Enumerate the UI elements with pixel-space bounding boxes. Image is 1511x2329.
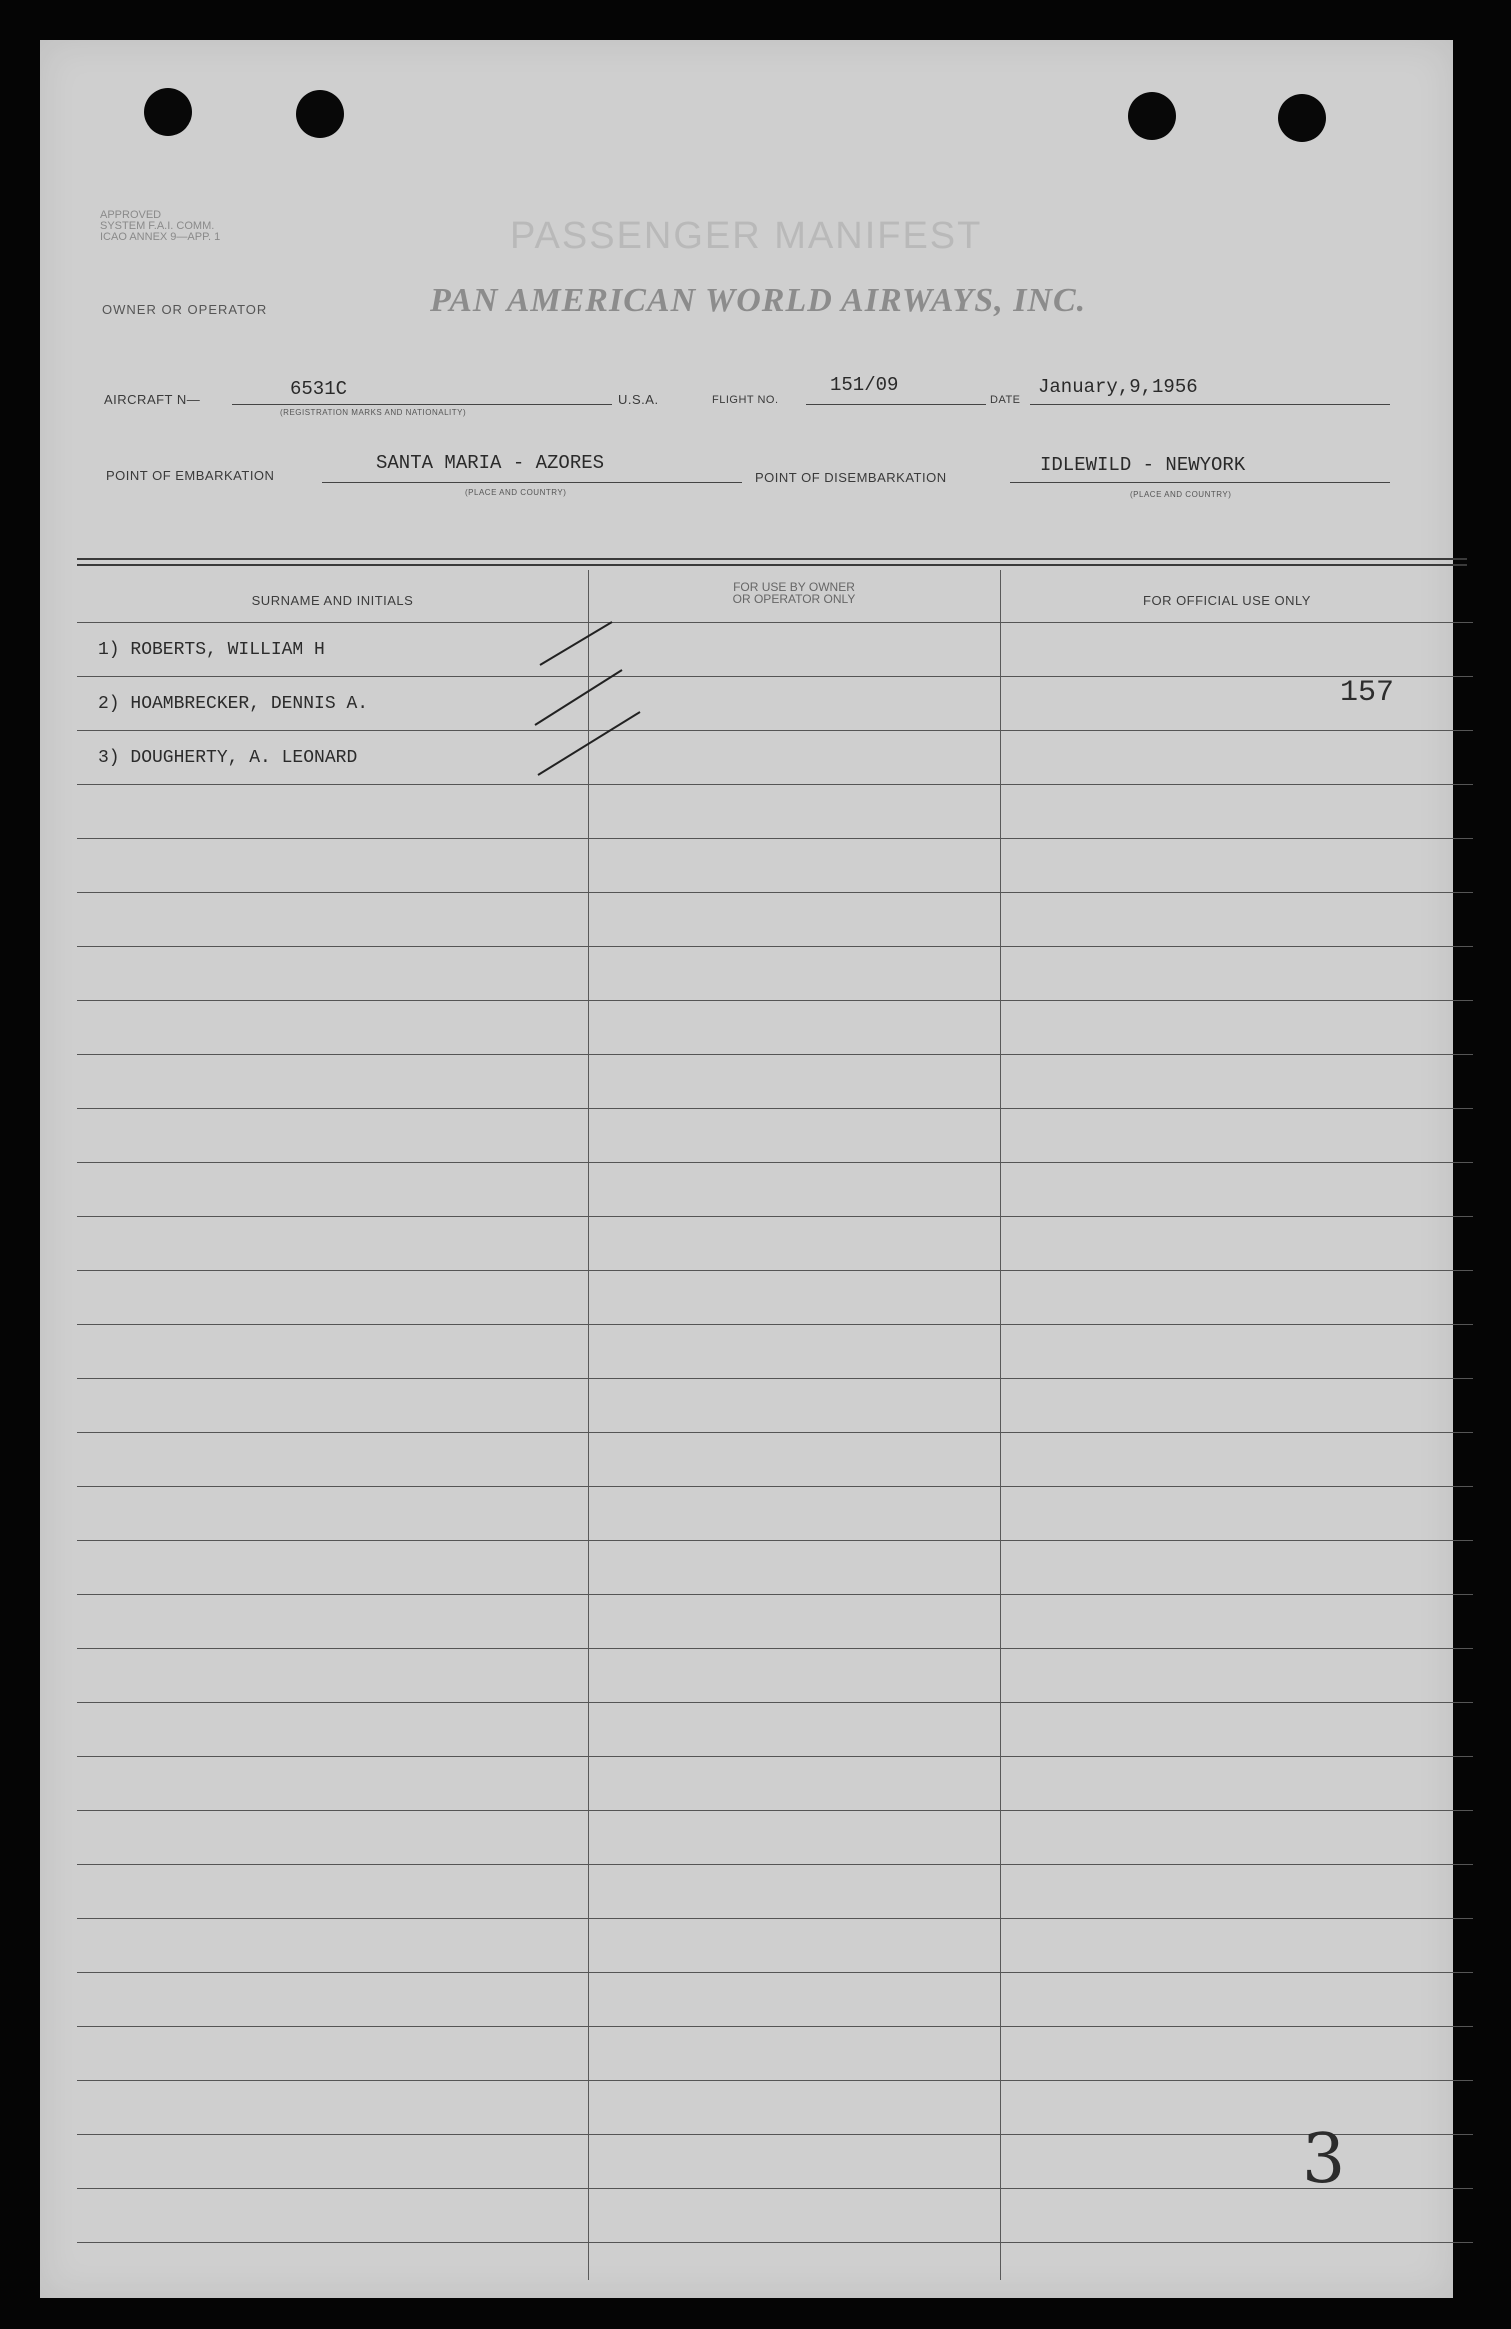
passenger-entry: 1) ROBERTS, WILLIAM H [98, 640, 325, 660]
passenger-entry: 2) HOAMBRECKER, DENNIS A. [98, 694, 369, 714]
manifest-sheet [40, 40, 1453, 2298]
date-value: January,9,1956 [1038, 376, 1198, 398]
check-mark [540, 622, 612, 665]
embark-label: POINT OF EMBARKATION [106, 468, 275, 483]
aircraft-value: 6531C [290, 378, 348, 400]
embark-value: SANTA MARIA - AZORES [376, 452, 605, 474]
check-marks [40, 40, 1453, 2298]
embark-sublabel: (PLACE AND COUNTRY) [465, 488, 567, 497]
passenger-entry: 3) DOUGHERTY, A. LEONARD [98, 748, 358, 768]
usa-label: U.S.A. [618, 392, 659, 407]
owner-value: PAN AMERICAN WORLD AIRWAYS, INC. [430, 282, 1087, 319]
check-mark [535, 670, 622, 725]
check-mark [538, 712, 640, 775]
surname-header: SURNAME AND INITIALS [251, 593, 414, 608]
form-title: PASSENGER MANIFEST [510, 215, 983, 257]
owner-use-header: FOR USE BY OWNER OR OPERATOR ONLY [732, 580, 856, 606]
disembark-label: POINT OF DISEMBARKATION [755, 470, 947, 485]
aircraft-label: AIRCRAFT N— [104, 392, 201, 407]
page-number: 3 [1302, 2120, 1346, 2199]
flight-label: FLIGHT NO. [712, 394, 779, 406]
owner-label: OWNER OR OPERATOR [102, 302, 268, 317]
flight-value: 151/09 [830, 374, 899, 396]
official-note: 157 [1340, 676, 1395, 710]
date-label: DATE [990, 394, 1021, 406]
aircraft-sublabel: (REGISTRATION MARKS AND NATIONALITY) [280, 408, 467, 417]
official-use-header: FOR OFFICIAL USE ONLY [1143, 593, 1311, 608]
disembark-sublabel: (PLACE AND COUNTRY) [1130, 490, 1232, 499]
disembark-value: IDLEWILD - NEWYORK [1040, 454, 1246, 476]
approval-note: APPROVED SYSTEM F.A.I. COMM. ICAO ANNEX 9—APP. 1 [100, 209, 221, 243]
